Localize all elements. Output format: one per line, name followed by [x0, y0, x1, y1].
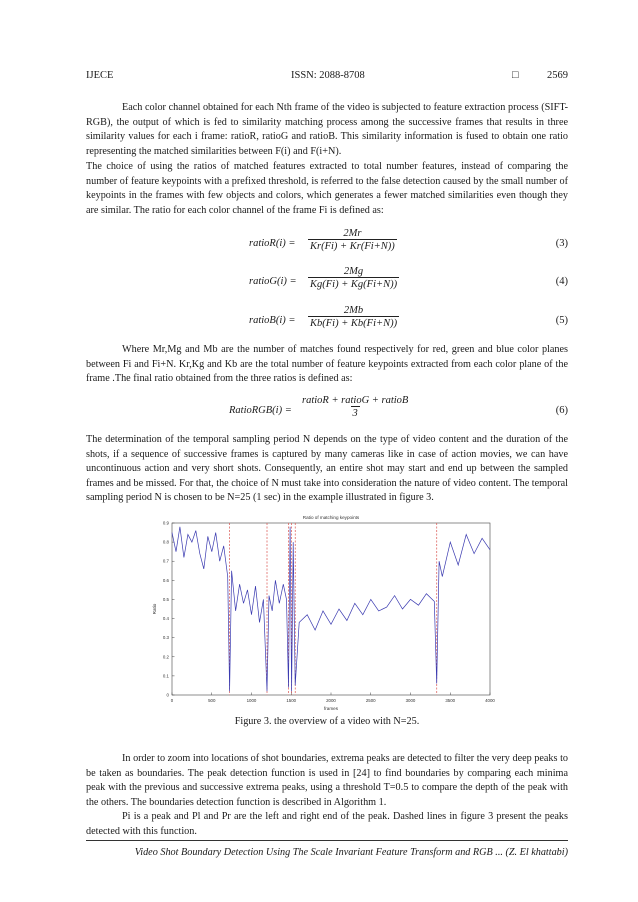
x-tick-label: 1000: [246, 698, 257, 703]
y-tick-label: 0.9: [162, 520, 169, 526]
plot-area: [172, 523, 490, 695]
figure-caption: Figure 3. the overview of a video with N=25.: [234, 716, 420, 727]
equation-number: (4): [555, 276, 568, 287]
equation-numerator: 2Mr: [343, 228, 362, 239]
equation-fraction: [308, 228, 397, 252]
equation-5: [86, 305, 568, 339]
paragraph-6: Pi is a peak and Pl and Pr are the left and right end of the peak. Dashed lines in figure 3 present the peaks detected with this function.: [86, 811, 568, 837]
equation-fraction: [308, 305, 399, 329]
equation-lhs: RatioRGB(i) =: [229, 405, 292, 416]
equation-numerator: ratioR + ratioG + ratioB: [302, 395, 409, 406]
x-tick-label: 1500: [286, 698, 297, 703]
equation-denominator: Kr(Fi) + Kr(Fi+N)): [310, 241, 395, 252]
y-tick-label: 0.8: [162, 539, 169, 545]
equation-number: (3): [555, 238, 568, 249]
equation-4: [86, 266, 568, 300]
paragraph-5: In order to zoom into locations of shot boundaries, extrema peaks are detected to filter the very deep peaks to be taken as boundaries. The peak detection function is used in [24] to find boundaries by comparing each minima peak with the previous and successive extrema peaks, using a threshold T=0.5 to compare the depth of the peak with the others. The boundaries detection function is described in Algorithm 1.: [86, 753, 568, 808]
equation-numerator: 2Mg: [343, 266, 364, 277]
x-tick-label: 0: [170, 698, 174, 703]
equation-lhs: ratioB(i) =: [249, 315, 296, 326]
equation-denominator: Kb(Fi) + Kb(Fi+N)): [310, 318, 398, 329]
x-tick-label: 3000: [405, 698, 416, 703]
footer-rule: [86, 840, 568, 841]
equation-number: (5): [555, 315, 568, 326]
equation-fraction: [300, 395, 410, 419]
equation-number: (6): [555, 405, 568, 416]
y-tick-label: 0: [166, 692, 169, 698]
figure-3-chart: [150, 510, 500, 715]
journal-name: IJECE: [86, 70, 114, 81]
equation-denominator: 3: [352, 408, 358, 419]
y-tick-label: 0.2: [162, 654, 169, 660]
chart-title: Ratio of matching keypoints: [302, 515, 360, 520]
x-tick-label: 3500: [445, 698, 456, 703]
equation-fraction: [308, 266, 399, 290]
y-tick-label: 0.7: [162, 558, 169, 564]
x-tick-label: 500: [208, 698, 216, 703]
y-tick-label: 0.1: [162, 673, 169, 679]
equation-denominator: Kg(Fi) + Kg(Fi+N)): [310, 279, 398, 290]
paragraph-4: The determination of the temporal sampling period N depends on the type of video content and the duration of the shots, if a sequence of successive frames is captured by many cameras like in case of action movies, we can have uncontinuous action and very short shots. Consequently, an entire shot may start and end up between the sampled frames and be missed. For that, the choice of N must take into consideration the nature of video content. The temporal sampling period N is chosen to be N=25 (1 sec) in the example illustrated in figure 3.: [86, 434, 568, 504]
equation-6: [86, 395, 568, 429]
x-tick-label: 2000: [326, 698, 336, 703]
paragraph-1: Each color channel obtained for each Nth frame of the video is subjected to feature extraction process (SIFT-RGB), the output of which is fed to similarity matching process among the successive frames that results in three similarity values for each i frame: ratioR, ratioG and ratioB. This similarity information is fused to obtain one ratio representing the matched similarities between F(i) and F(i+N).: [86, 102, 568, 157]
checkbox-icon: □: [512, 69, 519, 81]
y-tick-label: 0.3: [162, 635, 169, 641]
paragraph-2: The choice of using the ratios of matched features extracted to total number features, instead of comparing the number of feature keypoints with a prefixed threshold, is referred to the false detection caused by the small number of keypoints in the frames with few objects and colors, which generates a fewer matched similarities even though they are similar. The ratio for each color channel of the frame Fi is defined as:: [86, 161, 568, 216]
page-header: [86, 70, 568, 84]
x-tick-label: 4000: [485, 698, 495, 703]
equation-3: [86, 228, 568, 262]
line-chart: [150, 510, 500, 715]
y-tick-label: 0.4: [162, 616, 169, 622]
equation-lhs: ratioG(i) =: [249, 276, 297, 287]
equation-numerator: 2Mb: [343, 305, 364, 316]
page-footer: Video Shot Boundary Detection Using The Scale Invariant Feature Transform and RGB ... (Z. El khattabi): [134, 847, 568, 858]
x-axis-label: frames: [323, 706, 339, 711]
issn: ISSN: 2088-8708: [291, 70, 365, 81]
paragraph-3: Where Mr,Mg and Mb are the number of matches found respectively for red, green and blue color planes between Fi and Fi+N. Kr,Kg and Kb are the total number of feature keypoints extracted from each color plane of the frame .The final ratio obtained from the three ratios is defined as:: [86, 344, 568, 385]
y-tick-label: 0.6: [162, 577, 169, 583]
y-axis-label: Ratio: [152, 603, 157, 615]
equation-lhs: ratioR(i) =: [249, 238, 296, 249]
y-tick-label: 0.5: [162, 596, 169, 602]
x-tick-label: 2500: [365, 698, 376, 703]
page-number: 2569: [547, 70, 568, 81]
